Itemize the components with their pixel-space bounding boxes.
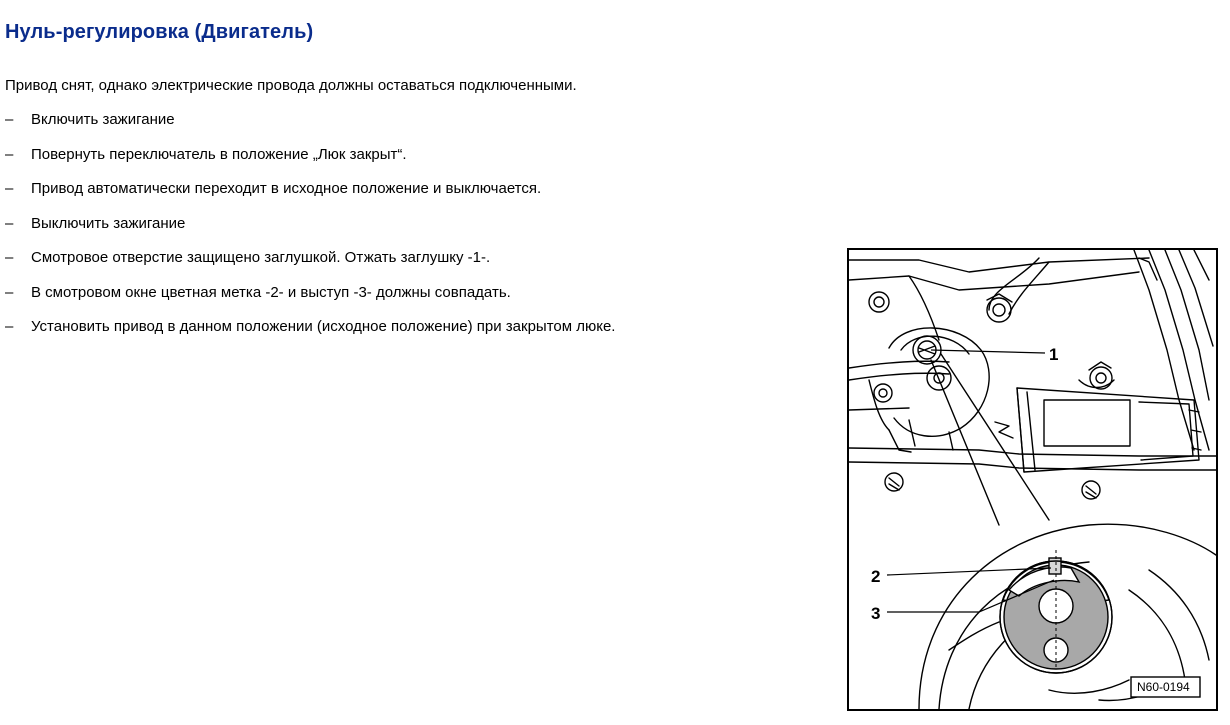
step-text: Включить зажигание [31, 111, 175, 128]
figure-code: N60-0194 [1137, 680, 1190, 694]
step-text: Установить привод в данном положении (исходное положение) при закрытом люке. [31, 318, 616, 335]
bullet-dash: – [5, 180, 14, 197]
list-item [5, 249, 615, 284]
step-text: В смотровом окне цветная метка -2- и выступ -3- должны совпадать. [31, 283, 511, 301]
list-item [5, 215, 615, 250]
list-item [5, 284, 615, 319]
bullet-dash: – [5, 249, 14, 266]
callout-label-2: 2 [871, 567, 881, 586]
bullet-dash: – [5, 318, 14, 335]
steps-list [5, 111, 615, 353]
list-item [5, 180, 615, 215]
bullet-dash: – [5, 214, 14, 232]
step-text: Привод автоматически переходит в исходное положение и выключается. [31, 180, 542, 197]
step-text: Смотровое отверстие защищено заглушкой. Отжать заглушку -1-. [31, 249, 491, 266]
list-item [5, 111, 615, 146]
bullet-dash: – [5, 145, 14, 163]
callout-label-3: 3 [871, 604, 881, 623]
bullet-dash: – [5, 111, 14, 128]
step-text: Выключить зажигание [31, 214, 186, 232]
list-item [5, 318, 615, 353]
motor-drawing [849, 250, 1216, 709]
callout-label-1: 1 [1049, 345, 1059, 364]
page-title: Нуль-регулировка (Двигатель) [5, 21, 314, 43]
list-item [5, 146, 615, 181]
technical-illustration [847, 248, 1218, 711]
bullet-dash: – [5, 283, 14, 301]
step-text: Повернуть переключатель в положение „Люк закрыт“. [31, 145, 407, 163]
intro-text: Привод снят, однако электрические провода должны оставаться подключенными. [5, 77, 577, 94]
